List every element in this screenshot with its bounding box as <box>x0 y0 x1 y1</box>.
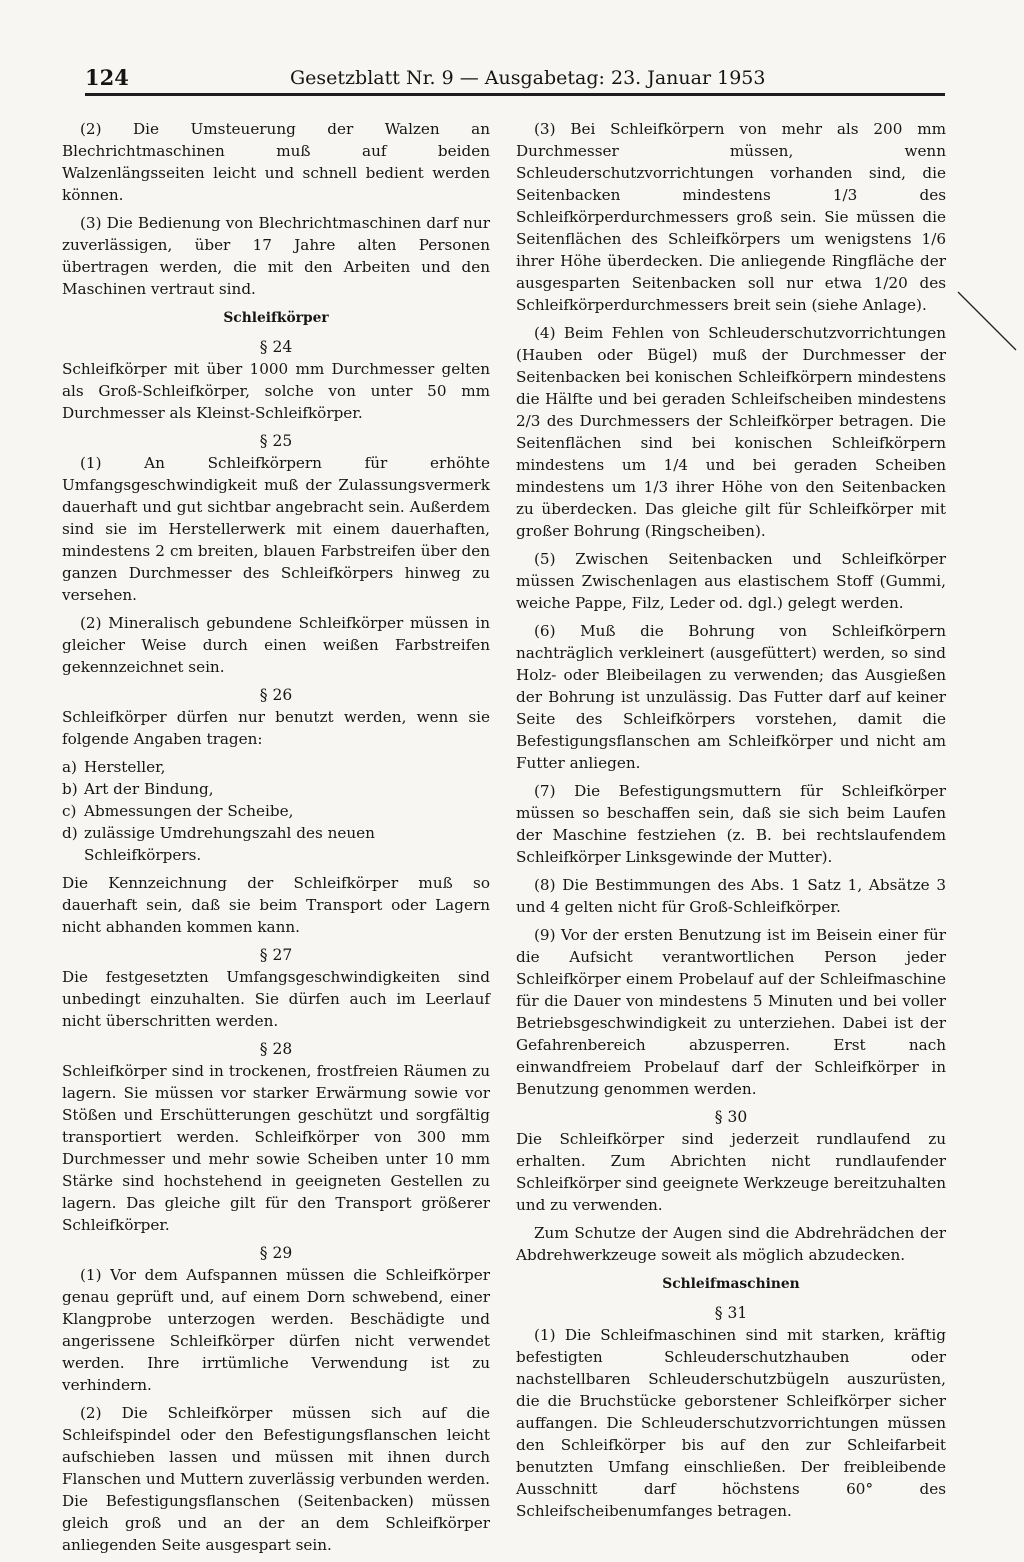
right-column <box>516 118 946 1528</box>
list-item <box>62 756 490 778</box>
list-item-text: Abmessungen der Scheibe, <box>84 802 294 820</box>
paragraph: (6) Muß die Bohrung von Schleifkörpern nachträglich verkleinert (ausgefüttert) werden, so sind Holz- oder Bleibeilagen zu verwenden; das Ausgießen der Bohrung ist unzulässig. Das Futter darf auf keiner Seite des Schleifkörpers vorstehen, damit die Befestigungsflanschen am Schleifkörper und nicht am Futter anliegen. <box>516 622 946 772</box>
margin-pencil-mark <box>956 290 1020 354</box>
paragraph: (5) Zwischen Seitenbacken und Schleifkörper müssen Zwischenlagen aus elastischem Stoff (Gummi, weiche Pappe, Filz, Leder od. dgl.) gelegt werden. <box>516 550 946 612</box>
enumeration-list <box>62 756 490 866</box>
paragraph-number-31: § 31 <box>714 1304 748 1322</box>
paragraph: (2) Die Schleifkörper müssen sich auf die Schleifspindel oder den Befestigungsflanschen leicht aufschieben lassen und müssen mit ihnen durch Flanschen und Muttern zuverlässig verbunden werden. Die Befestigungsflanschen (Seitenbacken) müssen gleich groß und an der an dem Schleifkörper anliegenden Seite ausgespart sein. <box>62 1404 490 1554</box>
paragraph: (3) Bei Schleifkörpern von mehr als 200 mm Durchmesser müssen, wenn Schleuderschutzvorrichtungen vorhanden sind, die Seitenbacken mindestens 1/3 des Schleifkörperdurchmessers groß sein. Sie müssen die Seitenflächen des Schleifkörpers um wenigstens 1/6 ihrer Höhe überdecken. Die anliegende Ringfläche der ausgesparten Seitenbacken soll nur etwa 1/20 des Schleifkörperdurchmessers breit sein (siehe Anlage). <box>516 120 946 314</box>
paragraph: (1) Vor dem Aufspannen müssen die Schleifkörper genau geprüft und, auf einem Dorn schwebend, einer Klangprobe unterzogen werden. Beschädigte und angerissene Schleifkörper dürfen nicht verwendet werden. Ihre irrtümliche Verwendung ist zu verhindern. <box>62 1266 490 1394</box>
paragraph: (2) Die Umsteuerung der Walzen an Blechrichtmaschinen muß auf beiden Walzenlängsseiten leicht und schnell bedient werden können. <box>62 120 490 204</box>
paragraph: Die Schleifkörper sind jederzeit rundlaufend zu erhalten. Zum Abrichten nicht rundlaufender Schleifkörper sind geeignete Werkzeuge bereitzuhalten und zu verwenden. <box>516 1130 946 1214</box>
header-rule <box>85 93 945 96</box>
paragraph: (1) Die Schleifmaschinen sind mit starken, kräftig befestigten Schleuderschutzhauben oder nachstellbaren Schleuderschutzbügeln auszurüsten, die die Bruchstücke geborstener Schleifkörper sicher auffangen. Die Schleuderschutzvorrichtungen müssen den Schleifkörper bis auf den zur Schleifarbeit benutzten Umfang einschließen. Der freibleibende Ausschnitt darf höchstens 60° des Schleifscheibenumfanges betragen. <box>516 1326 946 1520</box>
paragraph-number-30: § 30 <box>714 1108 748 1126</box>
page-header <box>85 60 945 92</box>
header-title: Gesetzblatt Nr. 9 — Ausgabetag: 23. Januar 1953 <box>290 67 766 89</box>
paragraph: Schleifkörper sind in trockenen, frostfreien Räumen zu lagern. Sie müssen vor starker Erwärmung sowie vor Stößen und Erschütterungen geschützt und sorgfältig transportiert werden. Schleifkörper von 300 mm Durchmesser und mehr sowie Scheiben unter 10 mm Stärke sind hochstehend in geeigneten Gestellen zu lagern. Das gleiche gilt für den Transport größerer Schleifkörper. <box>62 1062 490 1234</box>
paragraph: Die festgesetzten Umfangsgeschwindigkeiten sind unbedingt einzuhalten. Sie dürfen auch im Leerlauf nicht überschritten werden. <box>62 968 490 1030</box>
paragraph: (1) An Schleifkörpern für erhöhte Umfangsgeschwindigkeit muß der Zulassungsvermerk dauerhaft und gut sichtbar angebracht sein. Außerdem sind sie im Herstellerwerk mit einem dauerhaften, mindestens 2 cm breiten, blauen Farbstreifen über den ganzen Durchmesser des Schleifkörpers hinweg zu versehen. <box>62 454 490 604</box>
list-item-text: Hersteller, <box>84 758 166 776</box>
paragraph-number-28: § 28 <box>259 1040 293 1058</box>
paragraph-number-25: § 25 <box>259 432 293 450</box>
paragraph: Die Kennzeichnung der Schleifkörper muß so dauerhaft sein, daß sie beim Transport oder Lagern nicht abhanden kommen kann. <box>62 874 490 936</box>
list-item <box>62 800 490 822</box>
list-item-label: d) <box>62 824 78 842</box>
paragraph: Schleifkörper dürfen nur benutzt werden, wenn sie folgende Angaben tragen: <box>62 708 490 748</box>
page-number: 124 <box>85 65 129 90</box>
paragraph-number-29: § 29 <box>259 1244 293 1262</box>
paragraph: (3) Die Bedienung von Blechrichtmaschinen darf nur zuverlässigen, über 17 Jahre alten Personen übertragen werden, die mit den Arbeiten und den Maschinen vertraut sind. <box>62 214 490 298</box>
paragraph-number-24: § 24 <box>259 338 293 356</box>
paragraph: (4) Beim Fehlen von Schleuderschutzvorrichtungen (Hauben oder Bügel) muß der Durchmesser der Seitenbacken bei konischen Schleifkörpern mindestens die Hälfte und bei geraden Schleifscheiben mindestens 2/3 des Durchmessers der Schleifkörper betragen. Die Seitenflächen sind bei konischen Schleifkörpern mindestens um 1/4 und bei geraden Scheiben mindestens um 1/3 ihrer Höhe von den Seitenbacken zu überdecken. Das gleiche gilt für Schleifkörper mit großer Bohrung (Ringscheiben). <box>516 324 946 540</box>
list-item <box>62 822 490 866</box>
paragraph: (8) Die Bestimmungen des Abs. 1 Satz 1, Absätze 3 und 4 gelten nicht für Groß-Schleifkörper. <box>516 876 946 916</box>
paragraph: (9) Vor der ersten Benutzung ist im Beisein einer für die Aufsicht verantwortlichen Person jeder Schleifkörper einem Probelauf auf der Schleifmaschine für die Dauer von mindestens 5 Minuten und bei voller Betriebsgeschwindigkeit zu unterziehen. Dabei ist der Gefahrenbereich abzusperren. Erst nach einwandfreiem Probelauf darf der Schleifkörper in Benutzung genommen werden. <box>516 926 946 1098</box>
list-item-text: zulässige Umdrehungszahl des neuen Schleifkörpers. <box>84 824 375 864</box>
paragraph: Schleifkörper mit über 1000 mm Durchmesser gelten als Groß-Schleifkörper, solche von unter 50 mm Durchmesser als Kleinst-Schleifkörper. <box>62 360 490 422</box>
paragraph: Zum Schutze der Augen sind die Abdrehrädchen der Abdrehwerkzeuge soweit als möglich abzudecken. <box>516 1224 946 1264</box>
list-item-label: c) <box>62 802 77 820</box>
paragraph: (7) Die Befestigungsmuttern für Schleifkörper müssen so beschaffen sein, daß sie sich beim Laufen der Maschine festziehen (z. B. bei rechtslaufendem Schleifkörper Linksgewinde der Mutter). <box>516 782 946 866</box>
list-item-label: b) <box>62 780 78 798</box>
list-item-text: Art der Bindung, <box>84 780 214 798</box>
paragraph: (2) Mineralisch gebundene Schleifkörper müssen in gleicher Weise durch einen weißen Farbstreifen gekennzeichnet sein. <box>62 614 490 676</box>
list-item <box>62 778 490 800</box>
paragraph-number-27: § 27 <box>259 946 293 964</box>
list-item-label: a) <box>62 758 77 776</box>
section-heading-schleifmaschinen: Schleifmaschinen <box>662 1276 800 1292</box>
paragraph-number-26: § 26 <box>259 686 293 704</box>
left-column <box>62 118 490 1562</box>
section-heading-schleifkoerper: Schleifkörper <box>223 310 329 326</box>
